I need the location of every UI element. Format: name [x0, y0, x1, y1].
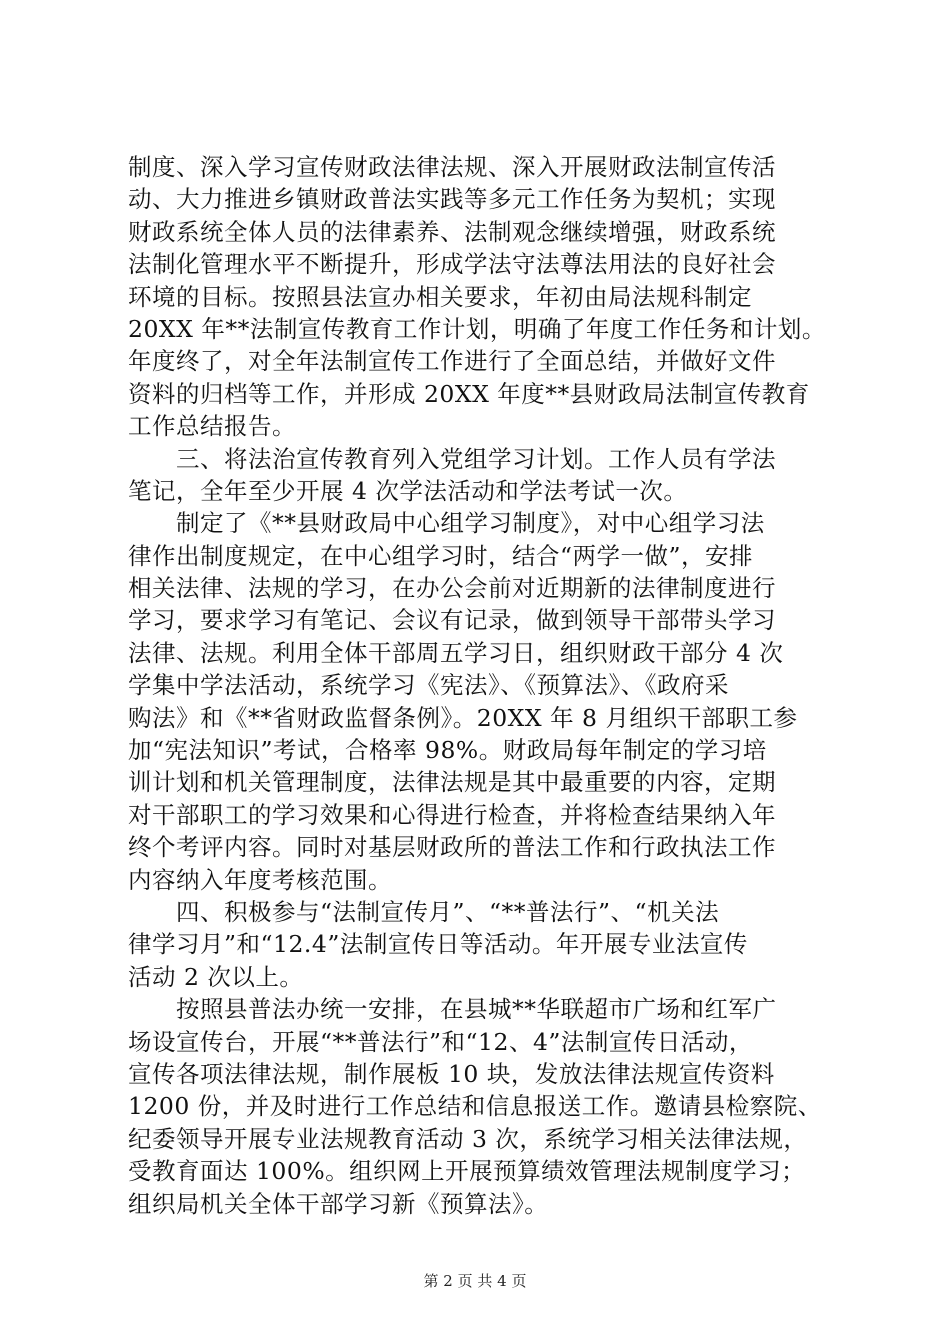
- text-line: 纪委领导开展专业法规教育活动 3 次，系统学习相关法律法规，: [128, 1124, 808, 1153]
- text-line: 律学习月”和“12.4”法制宣传日等活动。年开展专业法宣传: [128, 930, 748, 959]
- text-line: 宣传各项法律法规，制作展板 10 块，发放法律法规宣传资料: [128, 1059, 775, 1088]
- text-line: 四、积极参与“法制宣传月”、“**普法行”、“机关法: [128, 897, 720, 926]
- text-line: 购法》和《**省财政监督条例》。20XX 年 8 月组织干部职工参: [128, 703, 798, 732]
- text-line: 训计划和机关管理制度，法律法规是其中最重要的内容，定期: [128, 768, 776, 797]
- text-line: 工作总结报告。: [128, 412, 296, 441]
- page-number: 第 2 页 共 4 页: [423, 1272, 527, 1290]
- text-line: 制定了《**县财政局中心组学习制度》，对中心组学习法: [128, 509, 765, 538]
- text-line: 相关法律、法规的学习，在办公会前对近期新的法律制度进行: [128, 574, 776, 603]
- text-line: 三、将法治宣传教育列入党组学习计划。工作人员有学法: [128, 444, 776, 473]
- text-line: 法制化管理水平不断提升，形成学法守法尊法用法的良好社会: [128, 250, 776, 279]
- text-line: 场设宣传台，开展“**普法行”和“12、4”法制宣传日活动，: [128, 1027, 753, 1056]
- text-line: 学集中学法活动，系统学习《宪法》、《预算法》、《政府采: [128, 671, 729, 700]
- text-line: 按照县普法办统一安排，在县城**华联超市广场和红军广: [128, 995, 777, 1024]
- text-line: 财政系统全体人员的法律素养、法制观念继续增强，财政系统: [128, 217, 776, 246]
- text-line: 动、大力推进乡镇财政普法实践等多元工作任务为契机；实现: [128, 185, 776, 214]
- text-line: 1200 份，并及时进行工作总结和信息报送工作。邀请县检察院、: [128, 1092, 822, 1121]
- text-line: 法律、法规。利用全体干部周五学习日，组织财政干部分 4 次: [128, 638, 784, 667]
- document-body: [128, 151, 828, 1220]
- page-footer: [0, 1271, 950, 1291]
- text-line: 资料的归档等工作，并形成 20XX 年度**县财政局法制宣传教育: [128, 379, 810, 408]
- text-line: 制度、深入学习宣传财政法律法规、深入开展财政法制宣传活: [128, 153, 776, 181]
- text-line: 20XX 年**法制宣传教育工作计划，明确了年度工作任务和计划。: [128, 314, 826, 343]
- text-line: 年度终了，对全年法制宣传工作进行了全面总结，并做好文件: [128, 347, 776, 376]
- text-line: 内容纳入年度考核范围。: [128, 865, 392, 894]
- text-line: 组织局机关全体干部学习新《预算法》。: [128, 1189, 549, 1218]
- text-line: 环境的目标。按照县法宣办相关要求，年初由局法规科制定: [128, 282, 752, 311]
- text-line: 终个考评内容。同时对基层财政所的普法工作和行政执法工作: [128, 833, 776, 862]
- text-line: 活动 2 次以上。: [128, 962, 304, 991]
- text-line: 加“宪法知识”考试，合格率 98%。财政局每年制定的学习培: [128, 736, 767, 765]
- text-line: 律作出制度规定，在中心组学习时，结合“两学一做”，安排: [128, 541, 754, 570]
- text-line: 笔记，全年至少开展 4 次学法活动和学法考试一次。: [128, 476, 688, 505]
- text-line: 对干部职工的学习效果和心得进行检查，并将检查结果纳入年: [128, 800, 776, 829]
- text-line: 学习，要求学习有笔记、会议有记录，做到领导干部带头学习: [128, 606, 776, 635]
- text-line: 受教育面达 100%。组织网上开展预算绩效管理法规制度学习；: [128, 1157, 806, 1186]
